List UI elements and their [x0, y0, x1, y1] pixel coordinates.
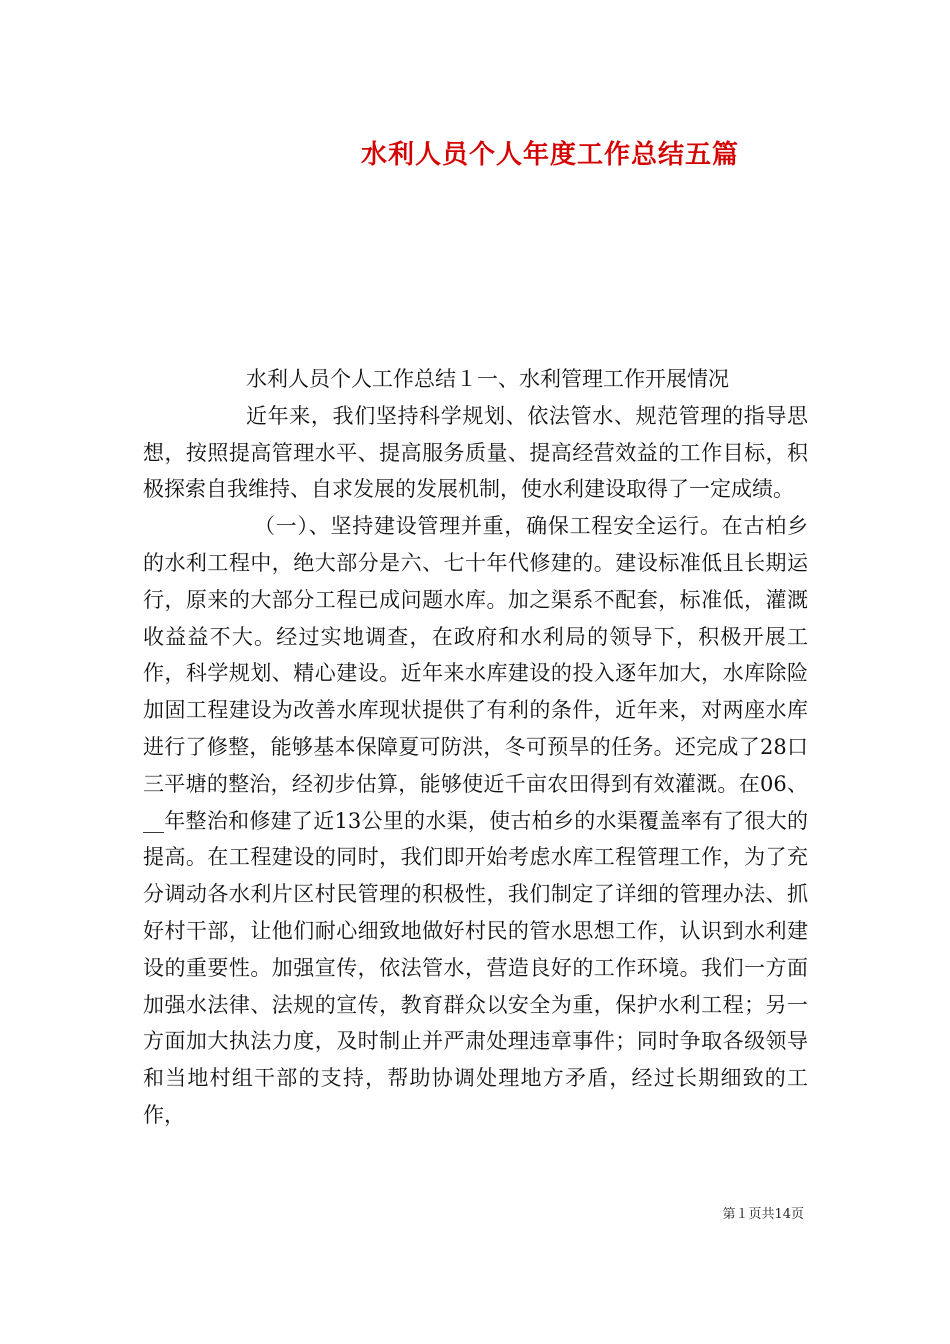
section-heading: 水利人员个人工作总结１一、水利管理工作开展情况: [246, 367, 729, 391]
document-title: 水利人员个人年度工作总结五篇: [360, 140, 739, 170]
page-number: 第１页共14页: [722, 1207, 804, 1222]
paragraph: （一）、坚持建设管理并重，确保工程安全运行。在古柏乡的水利工程中，绝大部分是六、七十年代修建的。建设标准低且长期运行，原来的大部分工程已成问题水库。加之渠系不配套，标准低，灌溉收益益不大。经过实地调查，在政府和水利局的领导下，积极开展工作，科学规划、精心建设。近年来水库建设的投入逐年加大，水库除险加固工程建设为改善水库现状提供了有利的条件，近年来，对两座水库进行了修整，能够基本保障夏可防洪，冬可预旱的任务。还完成了28口三平塘的整治，经初步估算，能够使近千亩农田得到有效灌溉。在06、__年整治和修建了近13公里的水渠，使古柏乡的水渠覆盖率有了很大的提高。在工程建设的同时，我们即开始考虑水库工程管理工作，为了充分调动各水利片区村民管理的积极性，我们制定了详细的管理办法、抓好村干部，让他们耐心细致地做好村民的管水思想工作，认识到水利建设的重要性。加强宣传，依法管水，营造良好的工作环境。我们一方面加强水法律、法规的宣传，教育群众以安全为重，保护水利工程；另一方面加大执法力度，及时制止并严肃处理违章事件；同时争取各级领导和当地村组干部的支持，帮助协调处理地方矛盾，经过长期细致的工作，: [143, 514, 808, 1127]
document-body: [143, 361, 808, 1134]
paragraph: 近年来，我们坚持科学规划、依法管水、规范管理的指导思想，按照提高管理水平、提高服务质量、提高经营效益的工作目标，积极探索自我维持、自求发展的发展机制，使水利建设取得了一定成绩。: [143, 403, 808, 502]
